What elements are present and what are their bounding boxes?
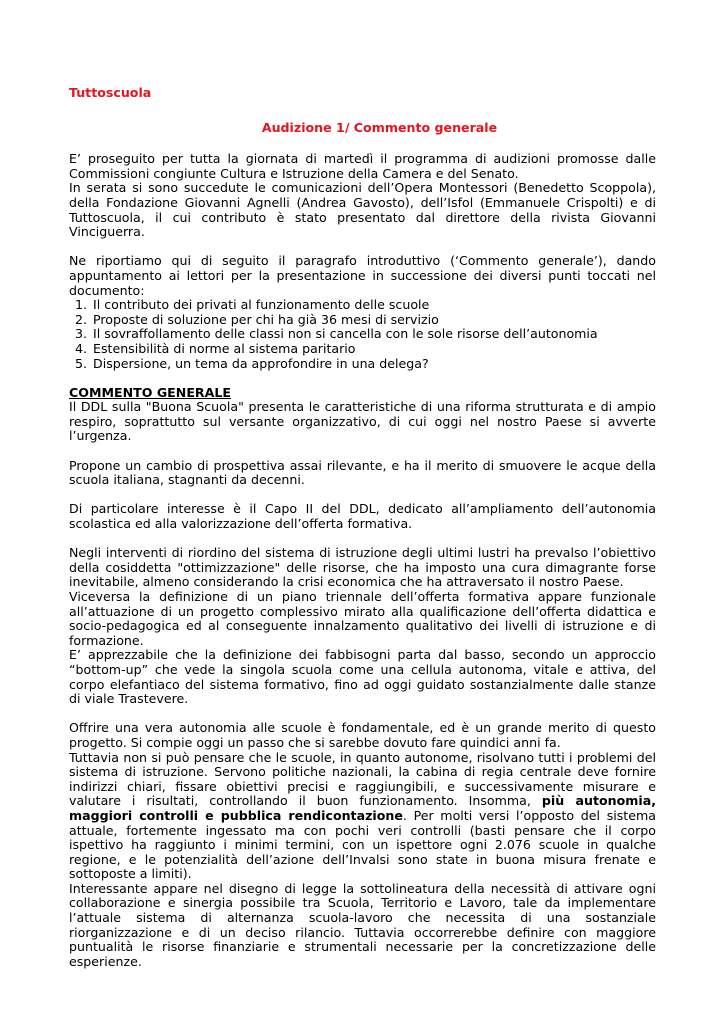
bold-emphasis: più autonomia, maggiori controlli e pubblica rendicontazione [69, 793, 656, 823]
intro-paragraph-1: E’ proseguito per tutta la giornata di martedì il programma di audizioni promosse dalle Commissioni congiunte Cultura e Istruzione della Camera e del Senato. [69, 151, 656, 181]
body-paragraph: Viceversa la definizione di un piano triennale dell’offerta formativa appare funzionale all’attuazione di un progetto complessivo mirato alla qualificazione dell’offerta didattica e socio-pedagogica ed al conseguente innalzamento qualitativo dei livelli di istruzione e di formazione. [69, 589, 656, 648]
list-item: 4. Estensibilità di norme al sistema paritario [91, 342, 656, 357]
list-item: 3. Il sovraffollamento delle classi non si cancella con le sole risorse dell’autonomia [91, 327, 656, 342]
body-paragraph: Offrire una vera autonomia alle scuole è fondamentale, ed è un grande merito di questo progetto. Si compie oggi un passo che si sarebbe dovuto fare quindici anni fa. [69, 720, 656, 750]
body-paragraph: E’ apprezzabile che la definizione dei fabbisogni parta dal basso, secondo un approccio “bottom-up” che vede la singola scuola come una cellula autonoma, vitale e attiva, del corpo elefantiaco del sistema formativo, fino ad oggi guidato sostanzialmente dalle stanze di viale Trastevere. [69, 647, 656, 707]
document-page [69, 86, 656, 969]
body-paragraph: Propone un cambio di prospettiva assai rilevante, e ha il merito di smuovere le acque della scuola italiana, stagnanti da decenni. [69, 457, 656, 488]
body-paragraph: Negli interventi di riordino del sistema di istruzione degli ultimi lustri ha prevalso l’obiettivo della cosiddetta "ottimizzazione" delle risorse, che ha imposto una cura dimagrante forse inevitabile, almeno considerando la crisi economica che ha attraversato il nostro Paese. [69, 545, 656, 590]
spacer [69, 444, 656, 459]
article-subtitle: Audizione 1/ Commento generale [261, 119, 498, 135]
topics-list [69, 298, 656, 371]
body-paragraph: Di particolare interesse è il Capo II del DDL, dedicato all’ampliamento dell’autonomia scolastica ed alla valorizzazione dell’offerta formativa. [69, 501, 656, 532]
spacer [69, 532, 656, 547]
paragraph-text: . Per molti versi l’opposto del sistema attuale, fortemente ingessato ma con pochi veri controlli (basti pensare che il corpo ispettivo ha raggiunto i minimi termini, con un ispettore ogni 2.076 scuole in qualche regione, e le potenzialità dell’azione dell’Invalsi sono state in buona misura frenate e sottoposte a limiti). [69, 807, 656, 882]
spacer [69, 371, 656, 386]
paragraph-text: Tuttavia non si può pensare che le scuole, in quanto autonome, risolvano tutti i problemi del sistema di istruzione. Servono politiche nazionali, la cabina di regia centrale deve fornire indirizzi chiari, fissare obiettivi precisi e raggiungibili, e successivamente misurare e valutare i risultati, controllando il buon funzionamento. Insomma, [69, 749, 656, 809]
spacer [69, 488, 656, 503]
body-paragraph: Interessante appare nel disegno di legge la sottolineatura della necessità di attivare ogni collaborazione e sinergia possibile tra Scuola, Territorio e Lavoro, tale da implementare l’attuale sistema di alternanza scuola-lavoro che necessita di una sostanziale riorganizzazione e di un deciso rilancio. Tuttavia occorrerebbe definire con maggiore puntualità le risorse finanziarie e strumentali necessarie per la concretizzazione delle esperienze. [69, 880, 656, 969]
intro-paragraph-2: In serata si sono succedute le comunicazioni dell’Opera Montessori (Benedetto Scoppola), della Fondazione Giovanni Agnelli (Andrea Gavosto), dell’Isfol (Emmanuele Crispolti) e di Tuttoscuola, il cui contributo è stato presentato dal direttore della rivista Giovanni Vinciguerra. [69, 180, 656, 240]
list-item: 5. Dispersione, un tema da approfondire in una delega? [91, 357, 656, 372]
body-paragraph [69, 751, 656, 882]
spacer [69, 707, 656, 722]
brand-title: Tuttoscuola [69, 85, 152, 100]
section-heading: COMMENTO GENERALE [69, 384, 231, 400]
spacer [69, 240, 656, 255]
list-item: 2. Proposte di soluzione per chi ha già 36 mesi di servizio [91, 313, 656, 328]
list-item: 1. Il contributo dei privati al funzionamento delle scuole [91, 298, 656, 313]
body-paragraph: Il DDL sulla "Buona Scuola" presenta le caratteristiche di una riforma strutturata e di ampio respiro, soprattutto sul versante organizzativo, di cui oggi nel nostro Paese si avverte l’urgenza. [69, 399, 656, 444]
intro-paragraph-3: Ne riportiamo qui di seguito il paragrafo introduttivo (‘Commento generale’), dando appuntamento ai lettori per la presentazione in successione dei diversi punti toccati nel documento: [69, 253, 656, 298]
